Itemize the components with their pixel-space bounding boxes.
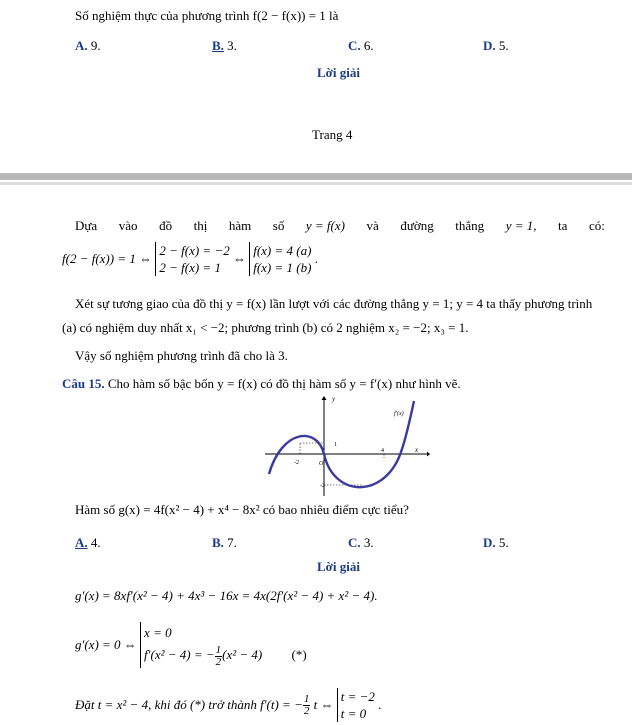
sol15-critical-eq — [75, 622, 307, 668]
option-value: 7. — [227, 535, 237, 550]
case-2-left: f′(x² − 4) = − — [144, 647, 215, 662]
equiv-symbol: ⇔ — [232, 251, 246, 266]
tick-label-4: 4 — [381, 448, 384, 454]
option-key: A. — [75, 535, 88, 550]
option-key: C. — [348, 535, 361, 550]
sol14-equation — [62, 242, 318, 276]
sol14-conclusion: Vậy số nghiệm phương trình đã cho là 3. — [75, 348, 288, 363]
word: và — [366, 218, 379, 233]
option-key: D. — [483, 535, 496, 550]
option-value: 5. — [498, 535, 509, 550]
period: . — [378, 697, 382, 712]
word: thị — [193, 218, 208, 233]
q15-solution-title: Lời giải — [317, 559, 360, 574]
tick-label-neg2: -2 — [294, 460, 299, 466]
option-value: 5. — [498, 38, 509, 53]
option-key: D. — [483, 38, 496, 53]
word: hàm — [228, 218, 252, 233]
page-footer: Trang 4 — [312, 127, 353, 142]
x-axis-label: x — [415, 446, 419, 454]
sol15-substitution — [75, 688, 381, 722]
q15-question: Hàm số g(x) = 4f(x² − 4) + x⁴ − 8x² có bao nhiêu điểm cực tiểu? — [75, 502, 409, 517]
sol14-intro — [75, 218, 605, 234]
q14-option-b — [212, 38, 237, 54]
word: đường — [400, 218, 434, 233]
system-line: 2 − f(x) = 1 — [159, 260, 221, 275]
t-case-2: t = 0 — [340, 706, 367, 721]
t-cases — [337, 688, 375, 722]
period: . — [314, 251, 318, 266]
subst-text: Đặt t = x² − 4, khi đó (*) trở thành f′(t) = − — [75, 697, 303, 712]
system-1 — [155, 242, 229, 276]
q14-option-c — [348, 38, 374, 54]
g0-lhs: g′(x) = 0 ⇔ — [75, 636, 137, 652]
q15-option-b — [212, 535, 237, 551]
word: ta — [558, 218, 568, 233]
sol15-derivative: g′(x) = 8xf′(x² − 4) + 4x³ − 16x = 4x(2f′(x² − 4) + x² − 4). — [75, 588, 378, 603]
word: thẳng — [455, 218, 485, 233]
option-key: B. — [212, 535, 224, 550]
y-axis-arrow — [322, 396, 327, 400]
case-2 — [144, 644, 307, 668]
q14-solution-title: Lời giải — [317, 65, 360, 80]
curve-label: f'(x) — [394, 411, 404, 417]
option-value: 6. — [363, 38, 374, 53]
system-line: f(x) = 1 (b) — [253, 260, 312, 275]
q15-option-a — [75, 535, 101, 551]
denominator: 2 — [303, 704, 310, 717]
word: y = 1, — [505, 218, 537, 233]
numerator: 1 — [303, 692, 310, 705]
option-value: 4. — [90, 535, 101, 550]
word: số — [272, 218, 285, 233]
option-key: B. — [212, 38, 224, 53]
q15-option-d — [483, 535, 509, 551]
q15-text: Cho hàm số bậc bốn y = f(x) có đồ thị hàm số y = f′(x) như hình vẽ. — [107, 376, 461, 391]
star-marker: (*) — [291, 647, 307, 662]
tick-label-m2: -2 — [320, 483, 325, 489]
denominator: 2 — [215, 655, 222, 668]
option-value: 3. — [363, 535, 374, 550]
subst-rhs: t ⇔ — [313, 697, 334, 712]
case-1: x = 0 — [144, 625, 172, 640]
system-line: 2 − f(x) = −2 — [159, 243, 230, 258]
origin-label: O — [319, 461, 324, 467]
option-key: C. — [348, 38, 361, 53]
numerator: 1 — [215, 643, 222, 656]
fraction-half — [303, 694, 311, 717]
word: y = f(x) — [305, 218, 345, 233]
tick-label-1: 1 — [334, 442, 337, 448]
system-2 — [249, 242, 311, 276]
y-axis-label: y — [332, 395, 336, 403]
q15-stem — [62, 376, 461, 392]
system-line: f(x) = 4 (a) — [253, 243, 312, 258]
q14-option-d — [483, 38, 509, 54]
word: đồ — [159, 218, 173, 233]
q14-question: Số nghiệm thực của phương trình f(2 − f(x)) = 1 là — [75, 8, 339, 23]
q15-option-c — [348, 535, 374, 551]
word: Dựa — [75, 218, 98, 233]
q15-label: Câu 15. — [62, 376, 105, 391]
t-case-1: t = −2 — [340, 689, 375, 704]
option-value: 3. — [227, 38, 237, 53]
word: có: — [588, 218, 605, 233]
cases — [140, 622, 307, 668]
case-2-right: (x² − 4) — [222, 647, 263, 662]
fprime-curve — [269, 401, 414, 487]
option-key: A. — [75, 38, 88, 53]
x-axis-arrow — [427, 452, 430, 457]
sol14-para2-line2: (a) có nghiệm duy nhất x₁ < −2; phương trình (b) có 2 nghiệm x₂ = −2; x₃ = 1. — [62, 320, 469, 335]
page-separator-light — [0, 182, 632, 185]
sol14-para2-line1: Xét sự tương giao của đồ thị y = f(x) lần lượt với các đường thẳng y = 1; y = 4 ta thấy phương trình — [75, 296, 593, 311]
page-separator-dark — [0, 173, 632, 180]
option-value: 9. — [90, 38, 101, 53]
eq-lhs: f(2 − f(x)) = 1 ⇔ — [62, 251, 153, 266]
fprime-graph — [262, 394, 430, 498]
word: vào — [118, 218, 138, 233]
q14-option-a — [75, 38, 101, 54]
